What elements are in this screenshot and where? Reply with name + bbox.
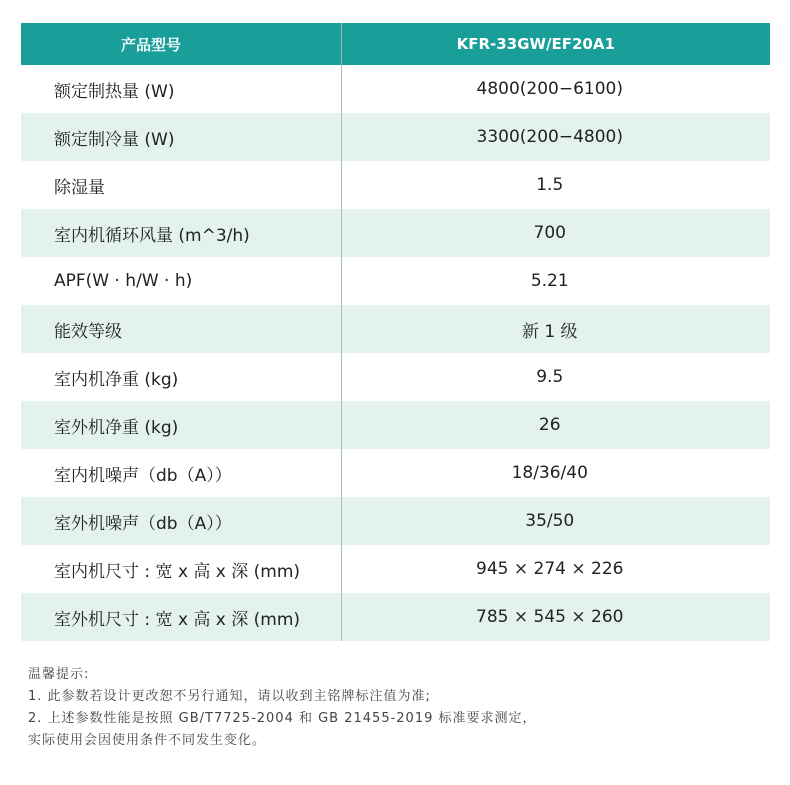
table-row <box>21 449 770 497</box>
row-label: 室外机噪声（db（A）） <box>21 497 341 545</box>
row-value: 1.5 <box>536 175 564 195</box>
notes-line: 2. 上述参数性能是按照 GB/T7725-2004 和 GB 21455-2019 标准要求测定， <box>28 711 537 726</box>
table-row <box>21 401 770 449</box>
notes <box>28 664 537 752</box>
header-value: KFR-33GW/EF20A1 <box>456 35 615 53</box>
notes-line: 1. 此参数若设计更改恕不另行通知，请以收到主铭牌标注值为准; <box>28 689 431 704</box>
row-value: 785 × 545 × 260 <box>476 607 624 627</box>
spec-table <box>21 23 770 641</box>
row-label: 除湿量 <box>21 161 341 209</box>
row-label: 室内机噪声（db（A）） <box>21 449 341 497</box>
row-label: 室外机尺寸 : 宽 x 高 x 深 (mm) <box>21 593 341 641</box>
table-row <box>21 593 770 641</box>
row-value: 新 1 级 <box>521 321 578 342</box>
row-value: 26 <box>538 415 561 435</box>
row-value: 3300(200−4800) <box>476 127 623 147</box>
notes-title: 温馨提示: <box>28 667 90 682</box>
row-label: 额定制热量 (W) <box>21 65 341 113</box>
row-label: APF(W · h/W · h) <box>21 257 341 305</box>
table-row <box>21 257 770 305</box>
header-label: 产品型号 <box>21 23 341 65</box>
table-row <box>21 497 770 545</box>
row-value: 945 × 274 × 226 <box>476 559 624 579</box>
table-row <box>21 161 770 209</box>
row-label: 室外机净重 (kg) <box>21 401 341 449</box>
row-value: 18/36/40 <box>511 463 588 483</box>
table-row <box>21 113 770 161</box>
row-label: 额定制冷量 (W) <box>21 113 341 161</box>
row-value: 35/50 <box>525 511 575 531</box>
row-value: 4800(200−6100) <box>476 79 623 99</box>
row-label: 室内机尺寸 : 宽 x 高 x 深 (mm) <box>21 545 341 593</box>
row-value: 5.21 <box>530 271 569 291</box>
row-value: 700 <box>533 223 566 243</box>
table-row <box>21 353 770 401</box>
row-label: 能效等级 <box>21 305 341 353</box>
row-label: 室内机净重 (kg) <box>21 353 341 401</box>
table-row <box>21 209 770 257</box>
table-row <box>21 65 770 113</box>
notes-line: 实际使用会因使用条件不同发生变化。 <box>28 733 267 748</box>
table-row <box>21 545 770 593</box>
table-row <box>21 305 770 353</box>
row-value: 9.5 <box>536 367 564 387</box>
row-label: 室内机循环风量 (m^3/h) <box>21 209 341 257</box>
table-header <box>21 23 770 65</box>
